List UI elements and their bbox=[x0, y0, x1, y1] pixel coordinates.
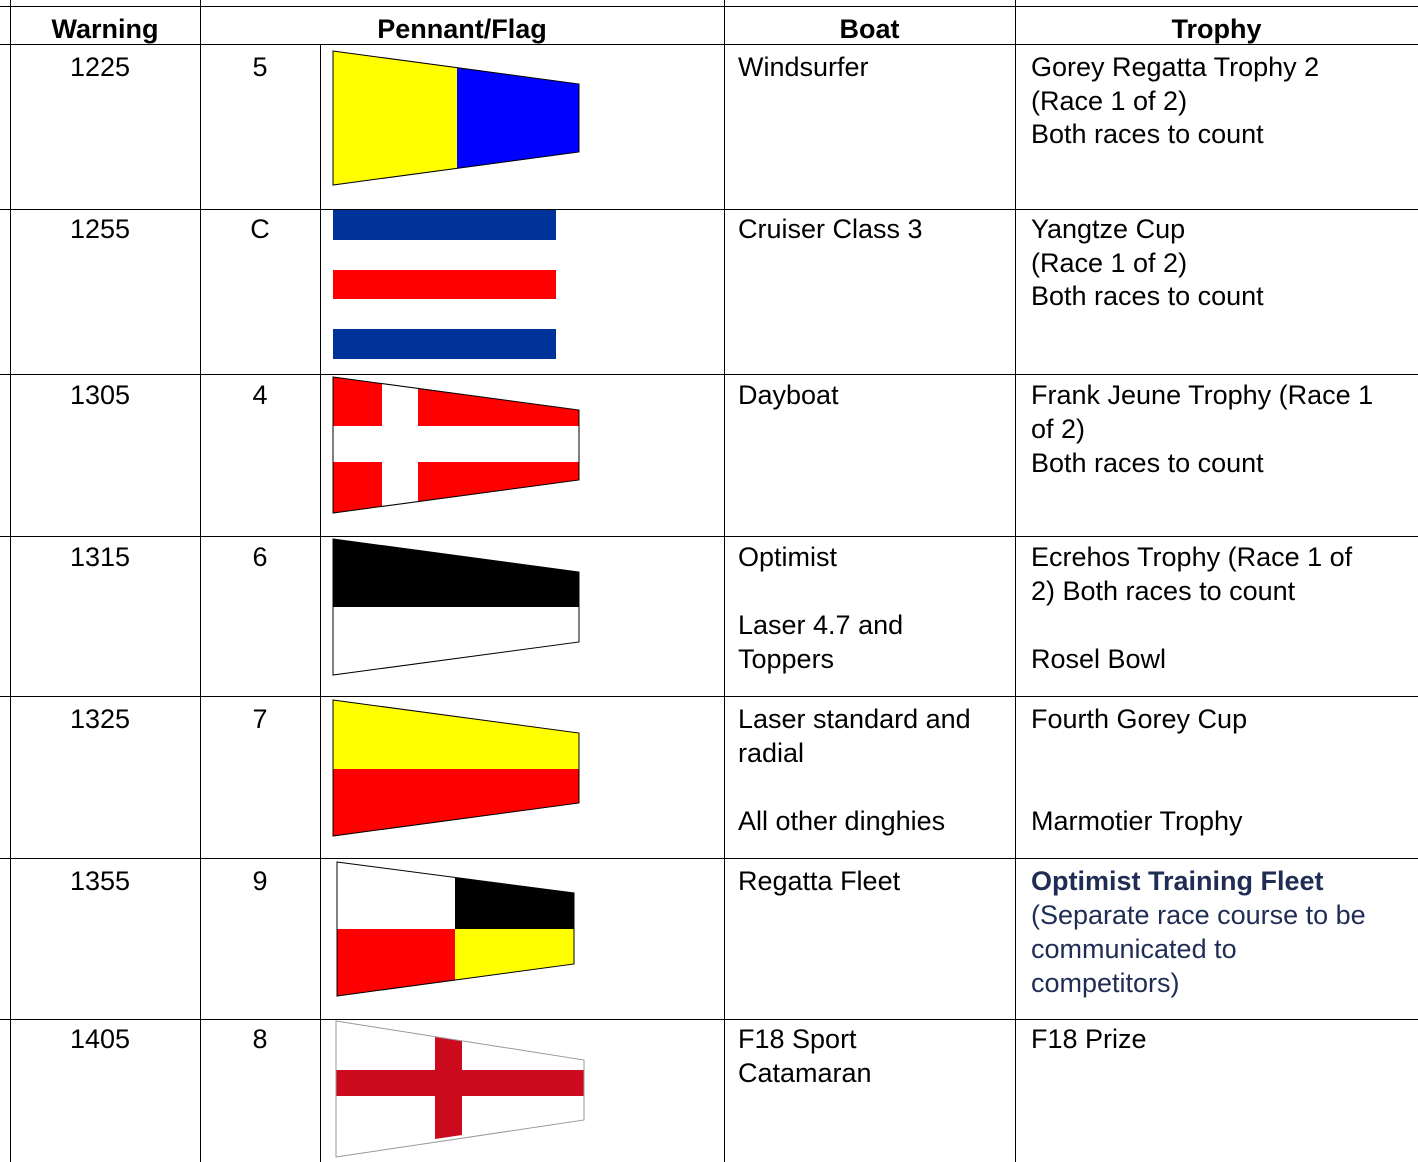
trophy-line: Both races to count bbox=[1031, 281, 1264, 311]
row-divider bbox=[0, 696, 1418, 697]
pennant-number: 6 bbox=[252, 542, 268, 572]
trophy-line: (Separate race course to be bbox=[1031, 900, 1366, 930]
yellow-red-pennant-icon bbox=[330, 697, 582, 839]
trophy-line: competitors) bbox=[1031, 968, 1180, 998]
trophy-line: 2) Both races to count bbox=[1031, 576, 1296, 606]
boat-class: Windsurfer bbox=[738, 52, 869, 82]
warning-time: 1355 bbox=[69, 866, 131, 896]
trophy-line: Marmotier Trophy bbox=[1031, 806, 1243, 836]
row-divider bbox=[0, 209, 1418, 210]
boat-class: Dayboat bbox=[738, 380, 839, 410]
pennant-number: 7 bbox=[252, 704, 268, 734]
header-trophy: Trophy bbox=[1171, 14, 1262, 44]
header-boat: Boat bbox=[839, 14, 900, 44]
boat-class: Cruiser Class 3 bbox=[738, 214, 923, 244]
boat-class: Optimist bbox=[738, 542, 838, 572]
boat-class: Regatta Fleet bbox=[738, 866, 901, 896]
column-divider bbox=[200, 0, 201, 1162]
warning-time: 1405 bbox=[69, 1024, 131, 1054]
trophy-line: Ecrehos Trophy (Race 1 of bbox=[1031, 542, 1353, 572]
trophy-line: (Race 1 of 2) bbox=[1031, 86, 1188, 116]
trophy-line: Rosel Bowl bbox=[1031, 644, 1167, 674]
pennant-number: 4 bbox=[252, 380, 268, 410]
trophy-line: Fourth Gorey Cup bbox=[1031, 704, 1248, 734]
boat-class: radial bbox=[738, 738, 805, 768]
quartered-pennant-icon bbox=[334, 859, 578, 999]
black-white-pennant-icon bbox=[330, 536, 582, 678]
trophy-line: (Race 1 of 2) bbox=[1031, 248, 1188, 278]
pennant-number: 8 bbox=[252, 1024, 268, 1054]
pennant-number: 5 bbox=[252, 52, 268, 82]
trophy-line: Yangtze Cup bbox=[1031, 214, 1186, 244]
table-border-left bbox=[10, 0, 11, 1162]
trophy-line: Both races to count bbox=[1031, 448, 1264, 478]
column-divider bbox=[724, 0, 725, 1162]
header-warning: Warning bbox=[51, 14, 159, 44]
trophy-line: F18 Prize bbox=[1031, 1024, 1147, 1054]
pennant-number: C bbox=[250, 214, 270, 244]
trophy-line: communicated to bbox=[1031, 934, 1237, 964]
boat-class: Laser 4.7 and bbox=[738, 610, 904, 640]
white-red-cross-pennant-icon bbox=[333, 1018, 587, 1160]
trophy-line: of 2) bbox=[1031, 414, 1086, 444]
trophy-title: Optimist Training Fleet bbox=[1031, 866, 1324, 896]
trophy-line: Both races to count bbox=[1031, 119, 1264, 149]
header-pennant: Pennant/Flag bbox=[377, 14, 547, 44]
row-divider bbox=[0, 1019, 1418, 1020]
blue-white-red-flag-icon bbox=[332, 210, 558, 360]
boat-class: Toppers bbox=[738, 644, 835, 674]
boat-class: All other dinghies bbox=[738, 806, 946, 836]
warning-time: 1315 bbox=[69, 542, 131, 572]
trophy-line: Frank Jeune Trophy (Race 1 bbox=[1031, 380, 1374, 410]
boat-class: Laser standard and bbox=[738, 704, 971, 734]
table-border-top bbox=[0, 6, 1418, 7]
boat-class: F18 Sport bbox=[738, 1024, 857, 1054]
row-divider bbox=[0, 536, 1418, 537]
column-divider bbox=[320, 44, 321, 1162]
warning-time: 1305 bbox=[69, 380, 131, 410]
boat-class: Catamaran bbox=[738, 1058, 872, 1088]
warning-time: 1325 bbox=[69, 704, 131, 734]
column-divider bbox=[1015, 0, 1016, 1162]
pennant-number: 9 bbox=[252, 866, 268, 896]
row-divider bbox=[0, 374, 1418, 375]
trophy-line: Gorey Regatta Trophy 2 bbox=[1031, 52, 1320, 82]
row-divider bbox=[0, 858, 1418, 859]
warning-time: 1225 bbox=[69, 52, 131, 82]
yellow-blue-pennant-icon bbox=[330, 48, 582, 188]
warning-time: 1255 bbox=[69, 214, 131, 244]
red-white-cross-pennant-icon bbox=[330, 374, 582, 516]
